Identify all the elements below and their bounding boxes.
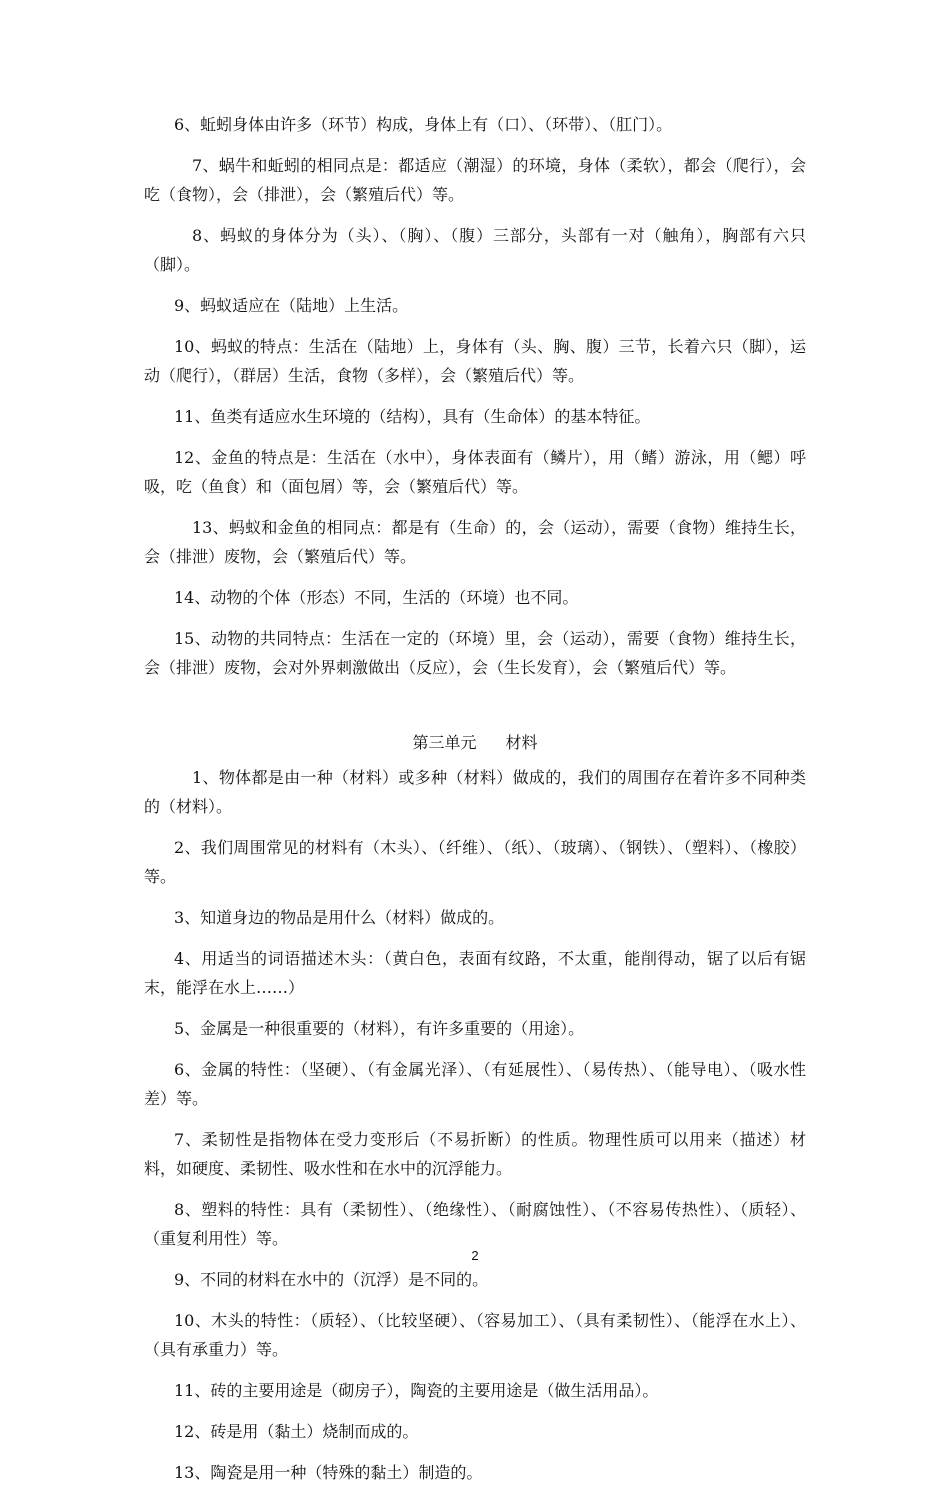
paragraph-u3-3: 3、知道身边的物品是用什么（材料）做成的。 [174, 908, 505, 927]
paragraph-u3-12: 12、砖是用（黏土）烧制而成的。 [174, 1422, 419, 1441]
paragraph-u3-4: 4、用适当的词语描述木头：（黄白色，表面有纹路，不太重，能削得动，锯了以后有锯末，能浮在水上……） [144, 949, 806, 997]
paragraph-u2-11: 11、鱼类有适应水生环境的（结构），具有（生命体）的基本特征。 [174, 407, 651, 426]
paragraph-u2-15: 15、动物的共同特点：生活在一定的（环境）里，会（运动），需要（食物）维持生长，会（排泄）废物，会对外界刺激做出（反应），会（生长发育），会（繁殖后代）等。 [144, 629, 806, 677]
paragraph-u3-11: 11、砖的主要用途是（砌房子），陶瓷的主要用途是（做生活用品）。 [174, 1381, 659, 1400]
paragraph-u3-8: 8、塑料的特性：具有（柔韧性）、（绝缘性）、（耐腐蚀性）、（不容易传热性）、（质轻）、（重复利用性）等。 [144, 1200, 806, 1248]
paragraph-u3-7: 7、柔韧性是指物体在受力变形后（不易折断）的性质。物理性质可以用来（描述）材料，如硬度、柔韧性、吸水性和在水中的沉浮能力。 [144, 1130, 806, 1178]
paragraph-u3-1: 1、物体都是由一种（材料）或多种（材料）做成的，我们的周围存在着许多不同种类的（材料）。 [144, 768, 806, 816]
paragraph-u3-9: 9、不同的材料在水中的（沉浮）是不同的。 [174, 1270, 489, 1289]
paragraph-u2-7: 7、蜗牛和蚯蚓的相同点是：都适应（潮湿）的环境，身体（柔软），都会（爬行），会吃（食物），会（排泄），会（繁殖后代）等。 [144, 156, 806, 204]
paragraph-u3-13: 13、陶瓷是用一种（特殊的黏土）制造的。 [174, 1463, 483, 1482]
page-number: 2 [471, 1248, 479, 1263]
paragraph-u2-6: 6、蚯蚓身体由许多（环节）构成，身体上有（口）、（环带）、（肛门）。 [174, 115, 673, 134]
paragraph-u3-6: 6、金属的特性：（坚硬）、（有金属光泽）、（有延展性）、（易传热）、（能导电）、（吸水性差）等。 [144, 1060, 806, 1108]
paragraph-u3-10: 10、木头的特性：（质轻）、（比较坚硬）、（容易加工）、（具有柔韧性）、（能浮在水上）、（具有承重力）等。 [144, 1311, 806, 1359]
section-heading-unit3: 第三单元 材料 [412, 733, 538, 752]
paragraph-u2-14: 14、动物的个体（形态）不同，生活的（环境）也不同。 [174, 588, 579, 607]
page-content [144, 110, 806, 1499]
paragraph-u3-2: 2、我们周围常见的材料有（木头）、（纤维）、（纸）、（玻璃）、（钢铁）、（塑料）、（橡胶）等。 [144, 838, 806, 886]
paragraph-u3-5: 5、金属是一种很重要的（材料），有许多重要的（用途）。 [174, 1019, 585, 1038]
paragraph-u2-13: 13、蚂蚁和金鱼的相同点：都是有（生命）的，会（运动），需要（食物）维持生长，会（排泄）废物，会（繁殖后代）等。 [144, 518, 806, 566]
paragraph-u2-12: 12、金鱼的特点是：生活在（水中），身体表面有（鳞片），用（鳍）游泳，用（鳃）呼吸，吃（鱼食）和（面包屑）等，会（繁殖后代）等。 [144, 448, 806, 496]
paragraph-u2-8: 8、蚂蚁的身体分为（头）、（胸）、（腹）三部分，头部有一对（触角），胸部有六只（脚）。 [144, 226, 806, 274]
paragraph-u2-9: 9、蚂蚁适应在（陆地）上生活。 [174, 296, 409, 315]
paragraph-u2-10: 10、蚂蚁的特点：生活在（陆地）上，身体有（头、胸、腹）三节，长着六只（脚），运动（爬行），（群居）生活，食物（多样），会（繁殖后代）等。 [144, 337, 806, 385]
